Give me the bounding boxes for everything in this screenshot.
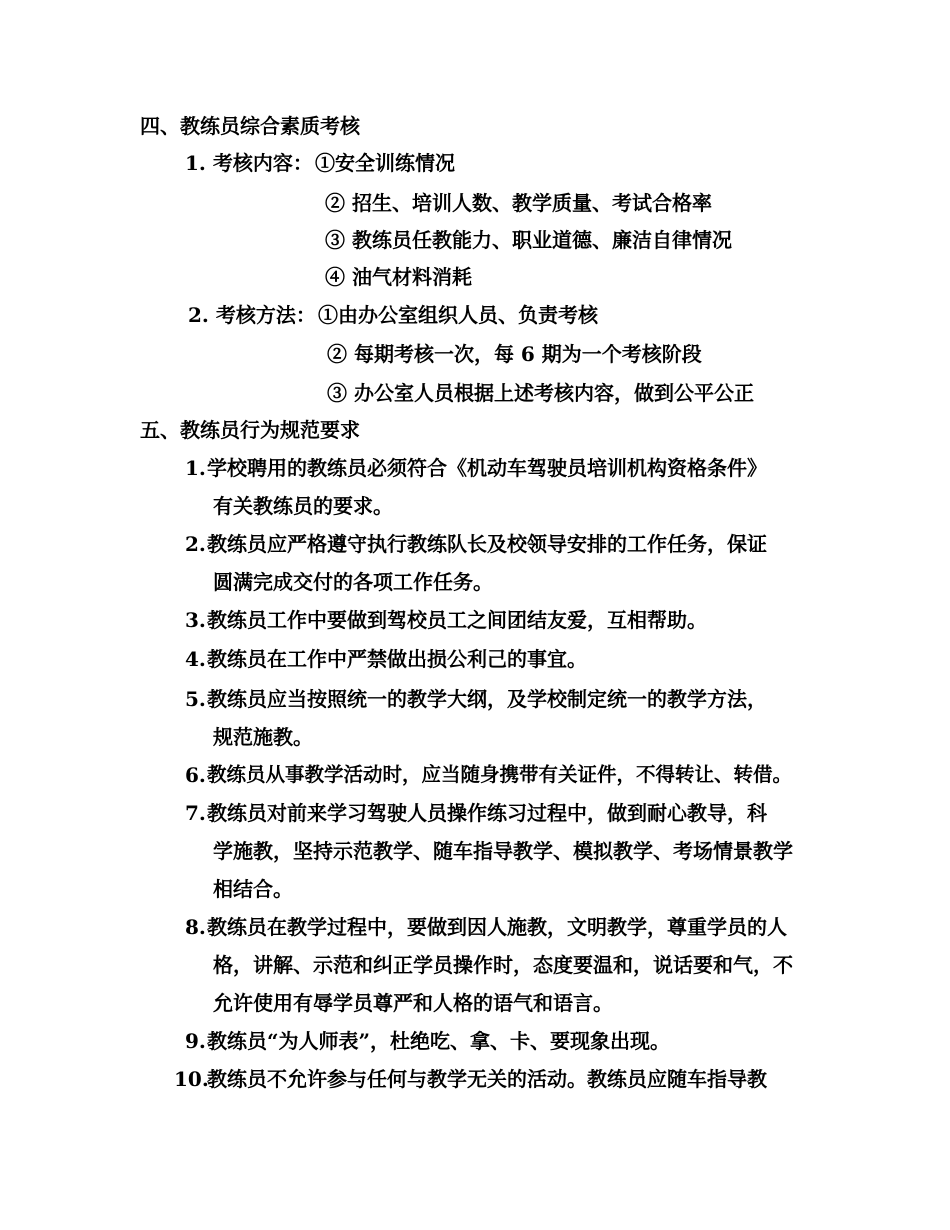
assessment-content-line-1: ①安全训练情况 <box>315 151 455 175</box>
assessment-method-line-1: ①由办公室组织人员、负责考核 <box>318 303 598 327</box>
rule-7-line-3: 相结合。 <box>213 877 293 901</box>
rule-10-line-1: 教练员不允许参与任何与教学无关的活动。教练员应随车指导教 <box>207 1067 767 1091</box>
rule-9-line-1: 教练员“为人师表”，杜绝吃、拿、卡、要现象出现。 <box>207 1029 671 1053</box>
rule-2-line-1: 教练员应严格遵守执行教练队长及校领导安排的工作任务，保证 <box>207 532 767 556</box>
assessment-content-line-4: ④ 油气材料消耗 <box>325 265 472 289</box>
assessment-content-line-2: ② 招生、培训人数、教学质量、考试合格率 <box>325 191 712 215</box>
rule-3-number: 3. <box>185 608 206 632</box>
rule-4-line-1: 教练员在工作中严禁做出损公利己的事宜。 <box>207 647 587 671</box>
assessment-method-line-2: ② 每期考核一次，每 6 期为一个考核阶段 <box>327 342 702 366</box>
rule-6-line-1: 教练员从事教学活动时，应当随身携带有关证件，不得转让、转借。 <box>207 763 793 786</box>
rule-7-line-1: 教练员对前来学习驾驶人员操作练习过程中，做到耐心教导，科 <box>207 801 767 825</box>
rule-2-line-2: 圆满完成交付的各项工作任务。 <box>213 570 493 594</box>
rule-7-line-2: 学施教，坚持示范教学、随车指导教学、模拟教学、考场情景教学 <box>213 839 793 863</box>
rule-4-number: 4. <box>185 647 206 671</box>
rule-10-number: 10. <box>174 1067 209 1091</box>
rule-8-line-2: 格，讲解、示范和纠正学员操作时，态度要温和，说话要和气，不 <box>213 953 793 977</box>
rule-1-line-1: 学校聘用的教练员必须符合《机动车驾驶员培训机构资格条件》 <box>207 456 767 480</box>
rule-6-number: 6. <box>185 763 206 787</box>
rule-8-line-1: 教练员在教学过程中，要做到因人施教，文明教学，尊重学员的人 <box>207 915 787 939</box>
assessment-content-line-3: ③ 教练员任教能力、职业道德、廉洁自律情况 <box>325 228 732 252</box>
rule-9-number: 9. <box>185 1029 206 1053</box>
rule-5-number: 5. <box>185 687 206 711</box>
rule-8-line-3: 允许使用有辱学员尊严和人格的语气和语言。 <box>213 991 613 1015</box>
section-5-heading: 五、教练员行为规范要求 <box>140 418 360 442</box>
rule-5-line-1: 教练员应当按照统一的教学大纲，及学校制定统一的教学方法， <box>207 687 767 711</box>
rule-1-number: 1. <box>185 456 206 480</box>
rule-8-number: 8. <box>185 915 206 939</box>
rule-1-line-2: 有关教练员的要求。 <box>213 494 393 518</box>
section-4-heading: 四、教练员综合素质考核 <box>140 114 360 138</box>
rule-3-line-1: 教练员工作中要做到驾校员工之间团结友爱，互相帮助。 <box>207 608 707 632</box>
rule-5-line-2: 规范施教。 <box>213 725 313 749</box>
rule-2-number: 2. <box>185 532 206 556</box>
assessment-content-label: 1. 考核内容： <box>185 151 313 175</box>
assessment-method-line-3: ③ 办公室人员根据上述考核内容，做到公平公正 <box>327 381 754 405</box>
assessment-method-label: 2. 考核方法： <box>188 303 316 327</box>
rule-7-number: 7. <box>185 801 206 825</box>
